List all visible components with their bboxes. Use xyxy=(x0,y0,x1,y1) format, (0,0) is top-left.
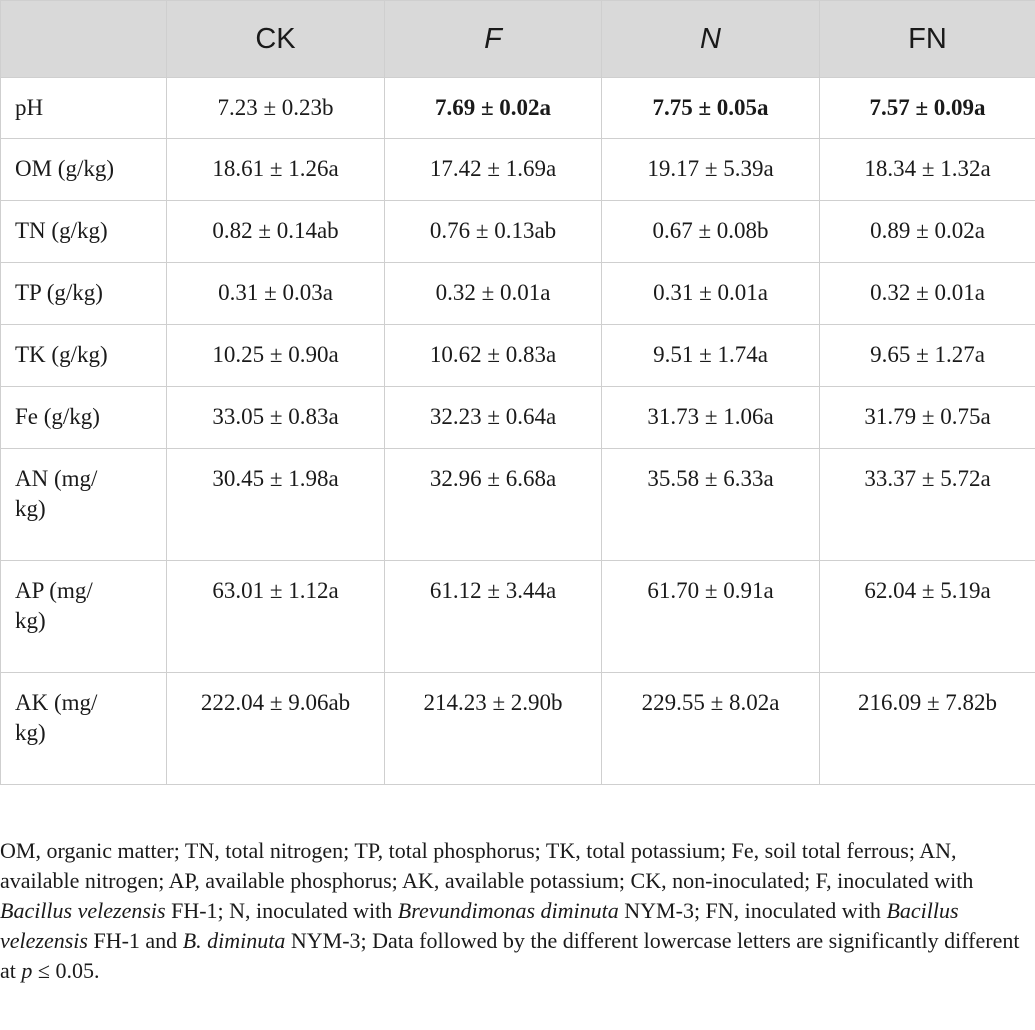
cell-fn: 31.79 ± 0.75a xyxy=(820,387,1035,449)
cell-f: 10.62 ± 0.83a xyxy=(385,325,602,387)
header-empty-cell xyxy=(1,1,167,78)
cell-n: 9.51 ± 1.74a xyxy=(602,325,820,387)
cell-f: 0.76 ± 0.13ab xyxy=(385,201,602,263)
table-footnote xyxy=(0,836,1035,986)
cell-fn: 18.34 ± 1.32a xyxy=(820,139,1035,201)
cell-n: 0.31 ± 0.01a xyxy=(602,263,820,325)
footnote-species: Brevundimonas diminuta xyxy=(397,898,619,923)
footnote-text: FH-1; N, inoculated with xyxy=(165,898,398,923)
row-label: TK (g/kg) xyxy=(1,325,167,387)
row-label: OM (g/kg) xyxy=(1,139,167,201)
footnote-text: NYM-3; FN, inoculated with xyxy=(618,898,887,923)
cell-f: 17.42 ± 1.69a xyxy=(385,139,602,201)
row-label-line2: kg) xyxy=(15,608,46,633)
cell-f: 32.23 ± 0.64a xyxy=(385,387,602,449)
row-label: pH xyxy=(1,78,167,139)
row-label-line1: AP (mg/ xyxy=(15,578,93,603)
cell-fn: 216.09 ± 7.82b xyxy=(820,673,1035,785)
footnote-text: FH-1 and xyxy=(87,928,183,953)
cell-ck: 0.82 ± 0.14ab xyxy=(167,201,385,263)
header-fn: FN xyxy=(820,1,1035,78)
table-row xyxy=(1,673,1035,785)
cell-n: 19.17 ± 5.39a xyxy=(602,139,820,201)
table-row xyxy=(1,449,1035,561)
row-label: TN (g/kg) xyxy=(1,201,167,263)
cell-f: 7.69 ± 0.02a xyxy=(385,78,602,139)
table-row xyxy=(1,325,1035,387)
footnote-species: Bacillus velezensis xyxy=(0,898,166,923)
row-label xyxy=(1,449,167,561)
cell-f: 61.12 ± 3.44a xyxy=(385,561,602,673)
cell-ck: 7.23 ± 0.23b xyxy=(167,78,385,139)
table-row xyxy=(1,263,1035,325)
cell-ck: 10.25 ± 0.90a xyxy=(167,325,385,387)
table-row xyxy=(1,387,1035,449)
cell-n: 7.75 ± 0.05a xyxy=(602,78,820,139)
cell-n: 31.73 ± 1.06a xyxy=(602,387,820,449)
table-row xyxy=(1,139,1035,201)
cell-ck: 18.61 ± 1.26a xyxy=(167,139,385,201)
header-n: N xyxy=(602,1,820,78)
row-label: TP (g/kg) xyxy=(1,263,167,325)
cell-fn: 9.65 ± 1.27a xyxy=(820,325,1035,387)
cell-f: 32.96 ± 6.68a xyxy=(385,449,602,561)
footnote-p-variable: p xyxy=(21,958,33,983)
cell-fn: 0.32 ± 0.01a xyxy=(820,263,1035,325)
cell-ck: 33.05 ± 0.83a xyxy=(167,387,385,449)
cell-fn: 7.57 ± 0.09a xyxy=(820,78,1035,139)
header-ck: CK xyxy=(167,1,385,78)
table-row xyxy=(1,201,1035,263)
row-label xyxy=(1,561,167,673)
row-label-line1: AN (mg/ xyxy=(15,466,98,491)
row-label: Fe (g/kg) xyxy=(1,387,167,449)
row-label xyxy=(1,673,167,785)
cell-fn: 33.37 ± 5.72a xyxy=(820,449,1035,561)
cell-fn: 0.89 ± 0.02a xyxy=(820,201,1035,263)
table-row xyxy=(1,561,1035,673)
table-row xyxy=(1,78,1035,139)
cell-n: 35.58 ± 6.33a xyxy=(602,449,820,561)
header-f: F xyxy=(385,1,602,78)
row-label-line1: AK (mg/ xyxy=(15,690,98,715)
cell-ck: 63.01 ± 1.12a xyxy=(167,561,385,673)
cell-f: 214.23 ± 2.90b xyxy=(385,673,602,785)
cell-ck: 222.04 ± 9.06ab xyxy=(167,673,385,785)
row-label-line2: kg) xyxy=(15,496,46,521)
cell-fn: 62.04 ± 5.19a xyxy=(820,561,1035,673)
footnote-text: OM, organic matter; TN, total nitrogen; TP, total phosphorus; TK, total potassium; Fe, soil total ferrous; AN, available nitrogen; AP, available phosphorus; AK, available potassium; CK, non-inoculated; F, inoculated with xyxy=(0,838,974,893)
footnote-text: ≤ 0.05. xyxy=(32,958,100,983)
footnote-species: B. diminuta xyxy=(182,928,286,953)
cell-n: 0.67 ± 0.08b xyxy=(602,201,820,263)
header-row xyxy=(1,1,1035,78)
cell-ck: 30.45 ± 1.98a xyxy=(167,449,385,561)
cell-f: 0.32 ± 0.01a xyxy=(385,263,602,325)
cell-n: 229.55 ± 8.02a xyxy=(602,673,820,785)
footnote-text: NYM-3; Data followed by the different lowercase letters are significantly different at xyxy=(0,928,1020,983)
cell-ck: 0.31 ± 0.03a xyxy=(167,263,385,325)
cell-n: 61.70 ± 0.91a xyxy=(602,561,820,673)
footnote-species: Bacillus velezensis xyxy=(0,898,959,953)
row-label-line2: kg) xyxy=(15,720,46,745)
